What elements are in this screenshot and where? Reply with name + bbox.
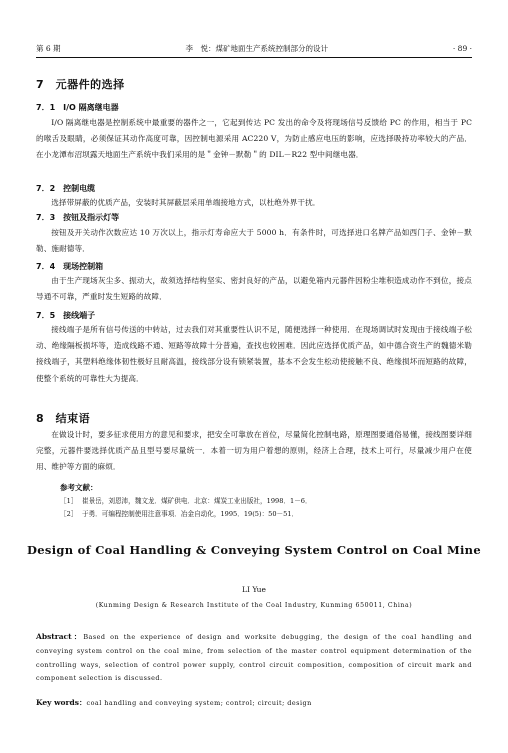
reference-item-2 — [60, 508, 472, 521]
issue-label: 第 6 期 — [36, 43, 61, 53]
references — [60, 482, 472, 521]
page-number: · 89 · — [452, 43, 472, 53]
section-7-2-heading: 7．2 控制电缆 — [36, 184, 96, 193]
section-7-3-text: 按钮及开关动作次数应达 10 万次以上，指示灯寿命应大于 5000 h．有条件时，可选择进口名牌产品如西门子、金钟－默勒、施耐德等． — [36, 228, 472, 254]
section-7-5-text: 接线端子是所有信号传送的中转站，过去我们对其重要性认识不足，随便选择一种使用．在现场调试时发现由于接线端子松动、绝缘隔板损坏等，造成线路不通、短路等故障十分普遍，查找也较困难．因此应选择优质产品，如中德合资生产的魏德米勒接线端子，其塑料绝缘体韧性极好且耐高温，接线部分设有锁紧装置，基本不会发生松动使接触不良、绝缘损坏而短路的故障，使整个系统的可靠性大为提高． — [36, 325, 472, 383]
reference-text: 于勇．可编程控制使用注意事项．冶金自动化，1995．19(5)：50－51． — [82, 510, 299, 518]
reference-number: ［2］ — [60, 510, 78, 518]
abstract-label: Abstract： — [36, 632, 84, 641]
english-keywords — [36, 697, 472, 708]
section-7-1-text: I/O 隔离继电器是控制系统中最重要的器件之一，它起到传达 PC 发出的命令及将现场信号反馈给 PC 的作用，相当于 PC 的喉舌及眼睛，必须保证其动作高度可靠，因控制电源采用 AC220 V，为防止感应电压的影响，应选择吸持功率较大的产品．在小龙潭布沼坝露天地面生产系统中我们采用的是＂金钟－默勒＂的 DIL－R22 型中间继电器． — [36, 118, 472, 160]
references-heading: 参考文献： — [60, 483, 98, 492]
english-abstract — [36, 630, 472, 686]
abstract-text: Based on the experience of design and worksite debugging, the design of the coal handling and conveying system control on the coal mine, from selection of the master control equipment determination of the controlling ways, selection of control power supply, control circuit composition, composition of circuit mark and component selection is discussed. — [36, 633, 472, 683]
reference-number: ［1］ — [60, 497, 78, 505]
english-affiliation: (Kunming Design & Research Institute of the Coal Industry, Kunming 650011, China) — [95, 602, 413, 609]
english-title: Design of Coal Handling & Conveying System Control on Coal Mine — [27, 543, 481, 557]
reference-text: 崔景岳，刘恩沛，魏文龙．煤矿供电．北京：煤炭工业出版社，1998．1－6． — [82, 497, 312, 505]
running-title: 李 悦：煤矿地面生产系统控制部分的设计 — [185, 43, 328, 53]
page-header — [36, 40, 472, 56]
section-8-text: 在做设计时，要多征求使用方的意见和要求，把安全可靠放在首位，尽量简化控制电路，原理图要通俗易懂，接线图要详细完整，元器件要选择优质产品且型号要尽量统一．本着一切为用户着想的原则，经济上合理，技术上可行，尽量减少用户在使用、维护等方面的麻烦． — [36, 430, 472, 472]
section-8-heading: 8 结束语 — [36, 412, 91, 425]
section-7-5-heading: 7．5 接线端子 — [36, 311, 96, 320]
section-7-3-heading: 7．3 按钮及指示灯等 — [36, 213, 120, 222]
section-7-2-text: 选择带屏蔽的优质产品，安装时其屏蔽层采用单端接地方式，以杜绝外界干扰． — [51, 198, 321, 207]
section-7-1-heading: 7．1 I/O 隔离继电器 — [36, 103, 119, 112]
section-7-4-text: 由于生产现场灰尘多、振动大，故须选择结构坚实、密封良好的产品，以避免箱内元器件因粉尘堆积造成动作不到位，接点导通不可靠，严重时发生短路的故障． — [36, 276, 472, 302]
reference-item-1 — [60, 495, 472, 508]
keywords-text: coal handling and conveying system; control; circuit; design — [86, 699, 312, 707]
section-7-4-heading: 7．4 现场控制箱 — [36, 262, 104, 271]
section-7-heading: 7 元器件的选择 — [36, 78, 125, 91]
keywords-label: Key words： — [36, 698, 87, 707]
english-author: LI Yue — [242, 585, 266, 594]
header-rule — [36, 57, 472, 58]
